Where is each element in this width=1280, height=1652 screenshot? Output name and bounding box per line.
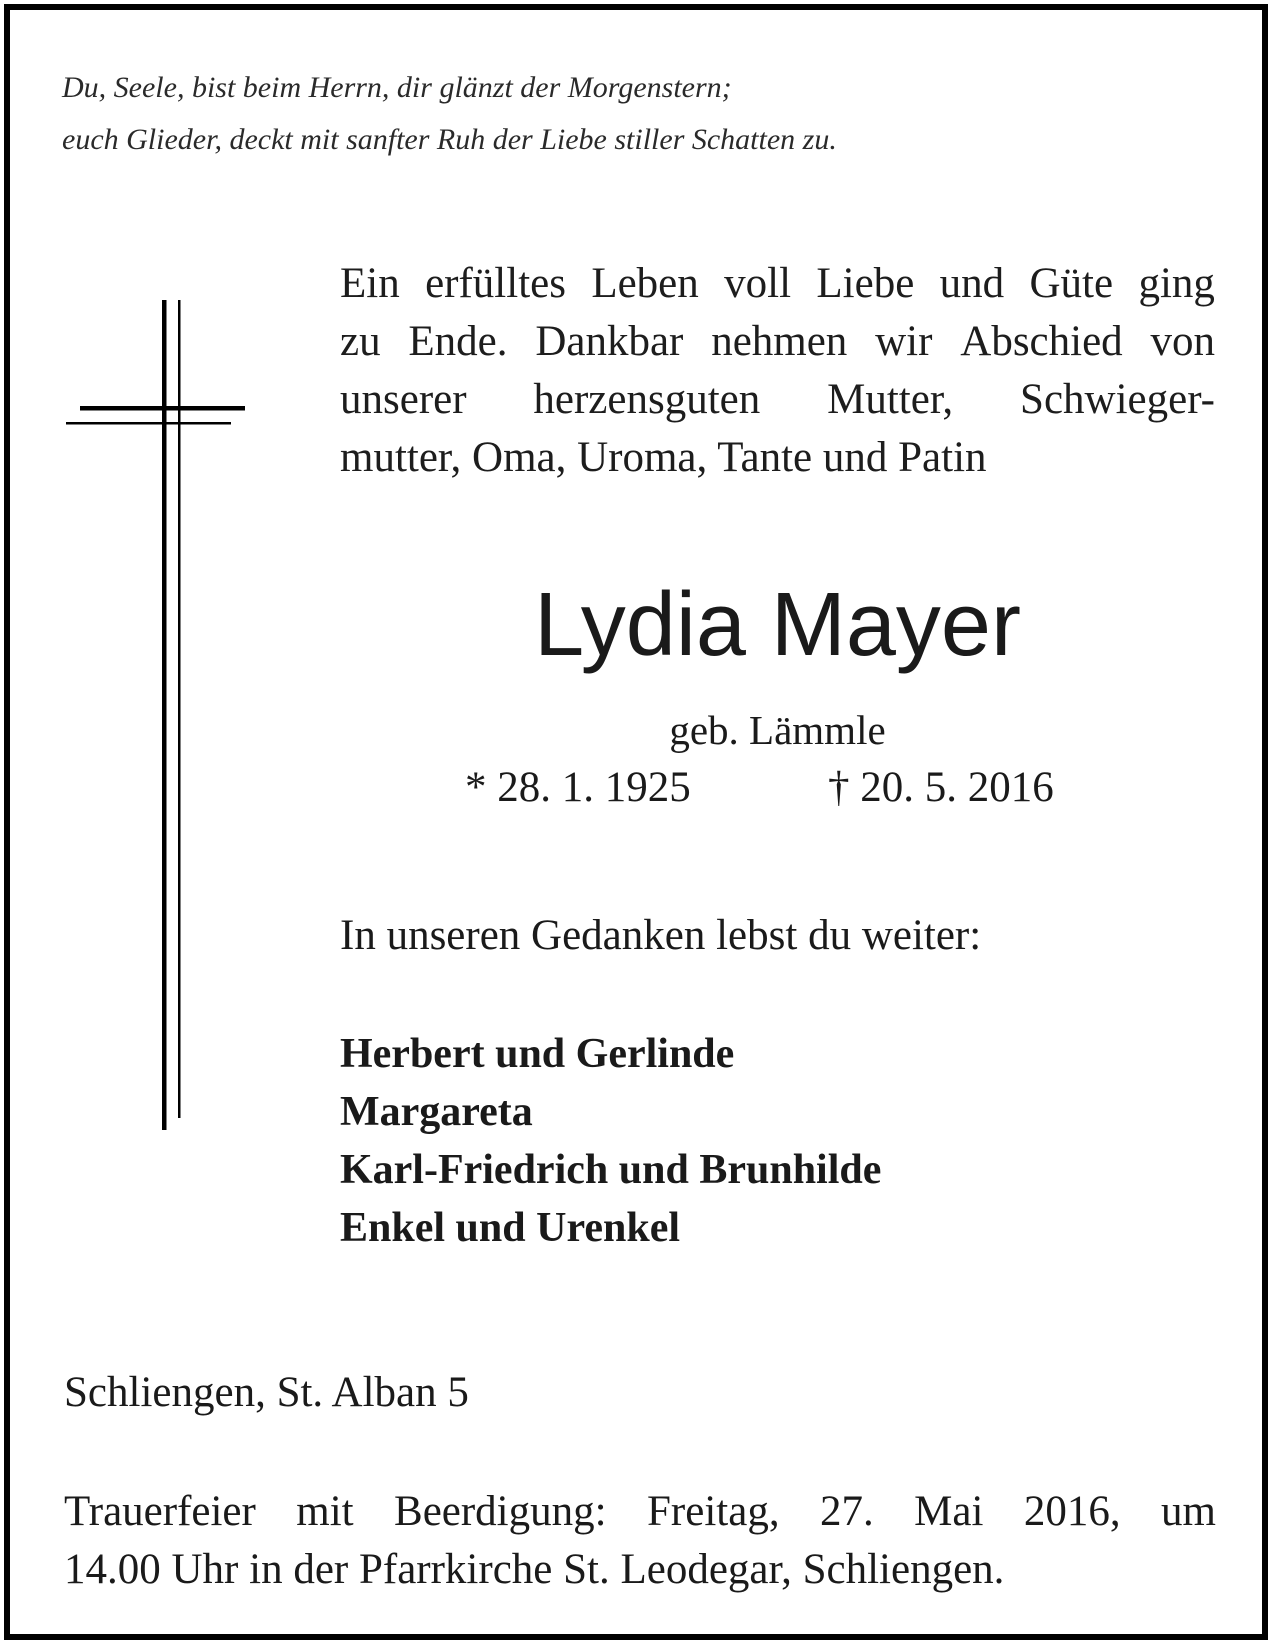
word: mit [296,1488,354,1535]
deceased-name: Lydia Mayer [534,575,1021,675]
word: erfülltes [425,260,566,307]
word: Liebe [816,260,915,307]
word: von [1150,318,1215,365]
mourner: Karl-Friedrich und Brunhilde [340,1147,882,1193]
cross-icon [60,300,260,1130]
word: 2016, [1023,1488,1121,1535]
intro-text [340,255,1215,487]
mourner: Herbert und Gerlinde [340,1031,735,1077]
intro-line: mutter, Oma, Uroma, Tante und Patin [340,434,987,481]
word: 27. [820,1488,874,1535]
word: Abschied [960,318,1123,365]
word: voll [724,260,792,307]
mourners-list [340,1025,881,1257]
word: Leben [591,260,699,307]
word: ging [1138,260,1215,307]
word: unserer [340,376,467,423]
word: wir [875,318,933,365]
intro-line [340,313,1215,371]
death-date: † 20. 5. 2016 [828,764,1054,811]
word: Beerdigung: [394,1488,607,1535]
birth-name: geb. Lämmle [669,707,886,753]
verse-line: Du, Seele, bist beim Herrn, dir glänzt der Morgenstern; [62,71,732,104]
service-line: 14.00 Uhr in der Pfarrkirche St. Leodegar, Schliengen. [64,1546,1005,1593]
word: Ein [340,260,400,307]
mourner: Margareta [340,1089,533,1135]
verse-line: euch Glieder, deckt mit sanfter Ruh der Liebe stiller Schatten zu. [62,123,837,156]
word: um [1161,1488,1216,1535]
service-line [64,1483,1216,1541]
word: Mutter, [827,376,954,423]
birth-date: * 28. 1. 1925 [465,764,691,811]
word: herzensguten [533,376,761,423]
remembrance-line: In unseren Gedanken lebst du weiter: [340,912,982,959]
intro-line [340,371,1215,429]
word: und [939,260,1005,307]
word: Dankbar [535,318,684,365]
address: Schliengen, St. Alban 5 [64,1369,469,1416]
intro-line [340,255,1215,313]
word: Trauerfeier [64,1488,256,1535]
word: nehmen [711,318,848,365]
mourner: Enkel und Urenkel [340,1205,680,1251]
word: Schwieger- [1020,376,1215,423]
word: Ende. [408,318,508,365]
word: Güte [1029,260,1114,307]
funeral-service-info [64,1483,1216,1599]
word: Freitag, [647,1488,780,1535]
word: zu [340,318,381,365]
word: Mai [914,1488,984,1535]
verse [62,62,1162,166]
